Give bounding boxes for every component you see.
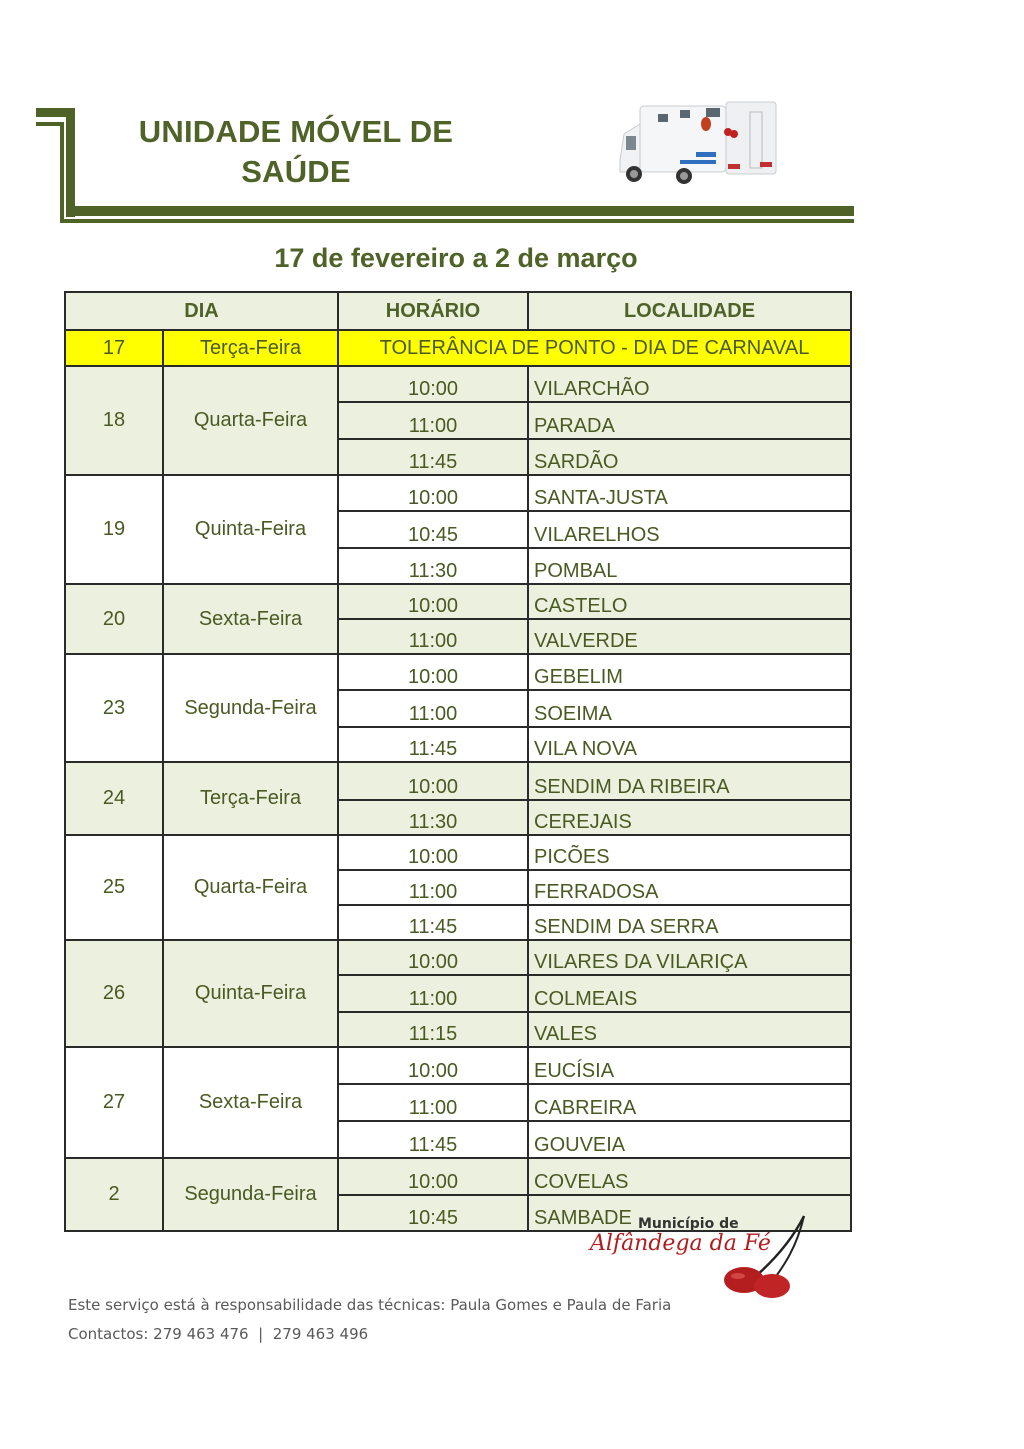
logo-text-alfandega: Alfândega da Fé <box>590 1231 771 1256</box>
locality-cell: SARDÃO <box>528 439 851 475</box>
day-number: 25 <box>65 835 163 940</box>
table-row <box>65 1158 851 1195</box>
locality-cell: FERRADOSA <box>528 870 851 905</box>
locality-cell: PICÕES <box>528 835 851 870</box>
table-row <box>65 940 851 975</box>
table-header-row <box>65 292 851 330</box>
footer-responsibility: Este serviço está à responsabilidade das técnicas: Paula Gomes e Paula de Faria <box>68 1296 672 1314</box>
schedule-table <box>64 291 852 1232</box>
bracket-vertical-thick <box>66 108 75 217</box>
locality-cell: SENDIM DA SERRA <box>528 905 851 940</box>
holiday-note: TOLERÂNCIA DE PONTO - DIA DE CARNAVAL <box>338 330 851 366</box>
title-line-2: SAÚDE <box>241 154 351 189</box>
footer-contacts: Contactos: 279 463 476 | 279 463 496 <box>68 1325 369 1343</box>
locality-cell: PARADA <box>528 402 851 439</box>
weekday: Quarta-Feira <box>163 366 338 475</box>
column-header-horario: HORÁRIO <box>338 292 528 330</box>
time-cell: 10:00 <box>338 366 528 402</box>
date-range-subtitle: 17 de fevereiro a 2 de março <box>274 243 638 273</box>
time-cell: 11:45 <box>338 905 528 940</box>
time-cell: 10:00 <box>338 584 528 619</box>
locality-cell: SAMBADE <box>528 1195 851 1231</box>
holiday-row <box>65 330 851 366</box>
locality-cell: SENDIM DA RIBEIRA <box>528 762 851 800</box>
table-row <box>65 835 851 870</box>
day-number: 17 <box>65 330 163 366</box>
bracket-horizontal-thick <box>66 206 854 216</box>
time-cell: 10:00 <box>338 762 528 800</box>
logo-text-municipio: Município de <box>638 1216 739 1232</box>
locality-cell: VILARES DA VILARIÇA <box>528 940 851 975</box>
time-cell: 10:00 <box>338 1158 528 1195</box>
bracket-horizontal-thin <box>60 219 854 223</box>
locality-cell: COVELAS <box>528 1158 851 1195</box>
time-cell: 11:00 <box>338 402 528 439</box>
time-cell: 10:00 <box>338 1047 528 1084</box>
table-row <box>65 584 851 619</box>
locality-cell: VILA NOVA <box>528 727 851 762</box>
time-cell: 11:00 <box>338 975 528 1012</box>
time-cell: 11:15 <box>338 1012 528 1047</box>
table-row <box>65 654 851 690</box>
time-cell: 10:45 <box>338 1195 528 1231</box>
locality-cell: VALVERDE <box>528 619 851 654</box>
day-number: 19 <box>65 475 163 584</box>
locality-cell: SOEIMA <box>528 690 851 727</box>
van-image <box>618 94 778 188</box>
time-cell: 10:45 <box>338 511 528 548</box>
time-cell: 11:30 <box>338 800 528 835</box>
weekday: Sexta-Feira <box>163 584 338 654</box>
day-number: 24 <box>65 762 163 835</box>
locality-cell: CEREJAIS <box>528 800 851 835</box>
weekday: Segunda-Feira <box>163 1158 338 1231</box>
time-cell: 11:00 <box>338 619 528 654</box>
weekday: Quinta-Feira <box>163 940 338 1047</box>
time-cell: 11:45 <box>338 439 528 475</box>
time-cell: 10:00 <box>338 940 528 975</box>
table-row <box>65 366 851 402</box>
municipality-logo <box>586 1210 816 1300</box>
time-cell: 11:00 <box>338 870 528 905</box>
title-line-1: UNIDADE MÓVEL DE <box>138 114 454 149</box>
time-cell: 11:00 <box>338 1084 528 1121</box>
locality-cell: POMBAL <box>528 548 851 584</box>
weekday: Quinta-Feira <box>163 475 338 584</box>
locality-cell: CASTELO <box>528 584 851 619</box>
locality-cell: GEBELIM <box>528 654 851 690</box>
time-cell: 11:45 <box>338 1121 528 1158</box>
time-cell: 11:00 <box>338 690 528 727</box>
weekday: Quarta-Feira <box>163 835 338 940</box>
weekday: Segunda-Feira <box>163 654 338 762</box>
locality-cell: VALES <box>528 1012 851 1047</box>
locality-cell: GOUVEIA <box>528 1121 851 1158</box>
weekday: Terça-Feira <box>163 762 338 835</box>
column-header-dia: DIA <box>65 292 338 330</box>
time-cell: 11:45 <box>338 727 528 762</box>
table-row <box>65 475 851 511</box>
time-cell: 11:30 <box>338 548 528 584</box>
locality-cell: COLMEAIS <box>528 975 851 1012</box>
bracket-vertical-thin <box>60 122 64 222</box>
day-number: 18 <box>65 366 163 475</box>
time-cell: 10:00 <box>338 654 528 690</box>
locality-cell: VILARCHÃO <box>528 366 851 402</box>
day-number: 23 <box>65 654 163 762</box>
table-row <box>65 762 851 800</box>
time-cell: 10:00 <box>338 475 528 511</box>
day-number: 27 <box>65 1047 163 1158</box>
locality-cell: VILARELHOS <box>528 511 851 548</box>
locality-cell: EUCÍSIA <box>528 1047 851 1084</box>
locality-cell: CABREIRA <box>528 1084 851 1121</box>
day-number: 20 <box>65 584 163 654</box>
page-title <box>100 112 492 192</box>
weekday: Sexta-Feira <box>163 1047 338 1158</box>
locality-cell: SANTA-JUSTA <box>528 475 851 511</box>
time-cell: 10:00 <box>338 835 528 870</box>
day-number: 26 <box>65 940 163 1047</box>
column-header-localidade: LOCALIDADE <box>528 292 851 330</box>
weekday: Terça-Feira <box>163 330 338 366</box>
table-row <box>65 1047 851 1084</box>
day-number: 2 <box>65 1158 163 1231</box>
